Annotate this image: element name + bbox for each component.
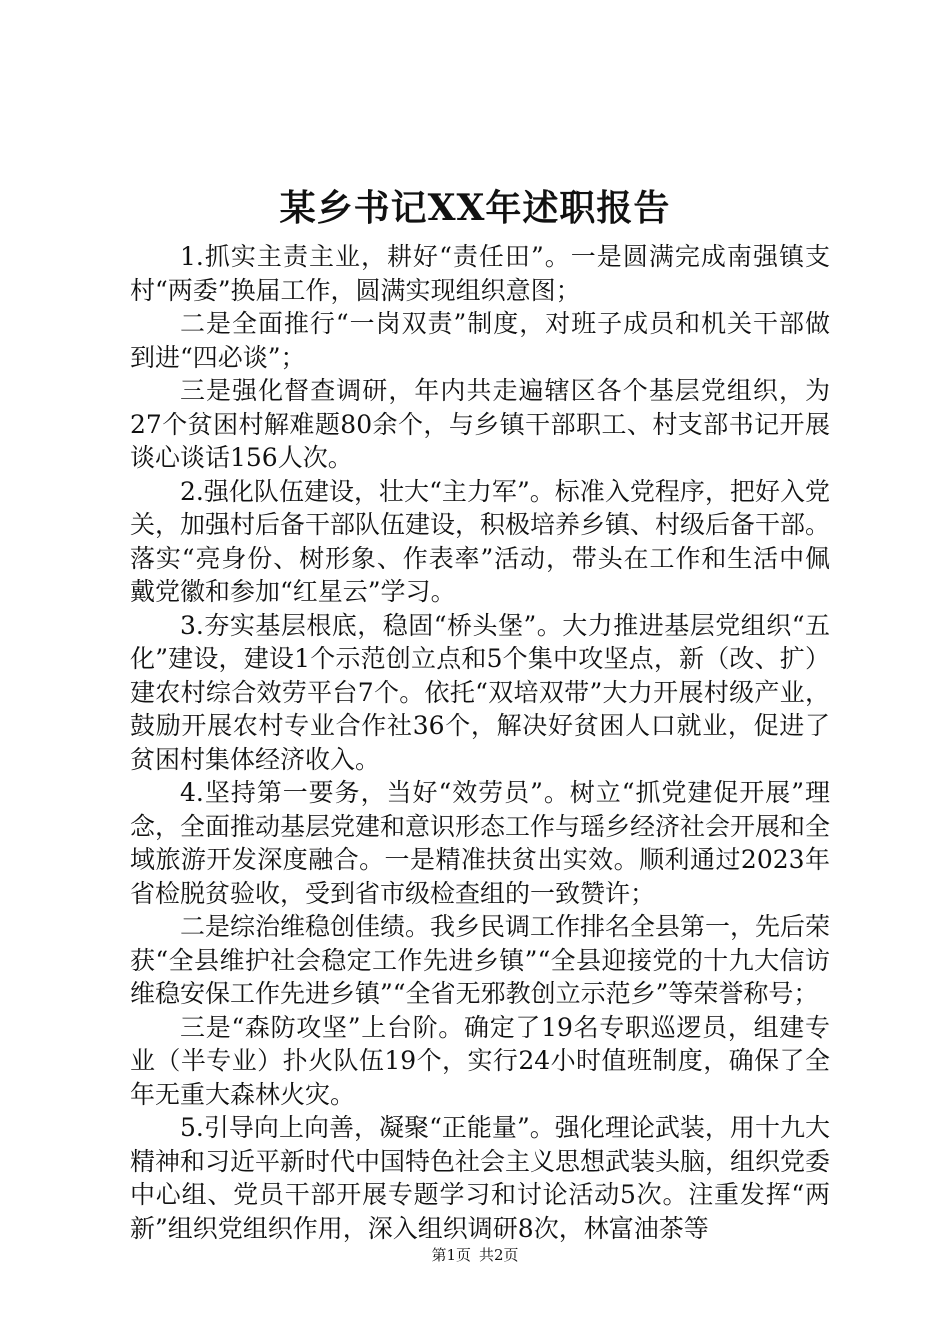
paragraph-8: 三是“森防攻坚”上台阶。确定了19名专职巡逻员，组建专业（半专业）扑火队伍19个，实行24小时值班制度，确保了全年无重大森林火灾。 (130, 1012, 830, 1109)
page-footer (0, 1245, 950, 1265)
paragraph-7: 二是综治维稳创佳绩。我乡民调工作排名全县第一，先后荣获“全县维护社会稳定工作先进乡镇”“全县迎接党的十九大信访维稳安保工作先进乡镇”“全省无邪教创立示范乡”等荣誉称号； (130, 912, 831, 1008)
paragraph-5: 3.夯实基层根底，稳固“桥头堡”。大力推进基层党组织“五化”建设，建设1个示范创立点和5个集中攻坚点，新（改、扩）建农村综合效劳平台7个。依托“双培双带”大力开展村级产业，鼓励开展农村专业合作社36个，解决好贫困人口就业，促进了贫困村集体经济收入。 (130, 610, 830, 774)
paragraph-1: 1.抓实主责主业，耕好“责任田”。一是圆满完成南强镇支村“两委”换届工作，圆满实现组织意图； (130, 242, 830, 305)
paragraph-9: 5.引导向上向善，凝聚“正能量”。强化理论武装，用十九大精神和习近平新时代中国特色社会主义思想武装头脑，组织党委中心组、党员干部开展专题学习和讨论活动5次。注重发挥“两新”组织党组织作用，深入组织调研8次，林富油茶等 (130, 1113, 831, 1243)
paragraph-6: 4.坚持第一要务，当好“效劳员”。树立“抓党建促开展”理念，全面推动基层党建和意识形态工作与瑶乡经济社会开展和全域旅游开发深度融合。一是精准扶贫出实效。顺利通过2023年省检脱贫验收，受到省市级检查组的一致赞许； (130, 778, 831, 908)
paragraph-3: 三是强化督查调研，年内共走遍辖区各个基层党组织，为27个贫困村解难题80余个，与乡镇干部职工、村支部书记开展谈心谈话156人次。 (130, 376, 830, 472)
paragraph-4: 2.强化队伍建设，壮大“主力军”。标准入党程序，把好入党关，加强村后备干部队伍建设，积极培养乡镇、村级后备干部。落实“亮身份、树形象、作表率”活动，带头在工作和生活中佩戴党徽和参加“红星云”学习。 (130, 476, 831, 606)
page-title: 某乡书记XX年述职报告 (279, 187, 671, 229)
paragraph-2: 二是全面推行“一岗双责”制度，对班子成员和机关干部做到进“四必谈”； (130, 309, 830, 372)
report-body (130, 240, 830, 1245)
page-number-current: 第1页 (431, 1246, 471, 1264)
page-number-total: 共2页 (479, 1246, 519, 1264)
